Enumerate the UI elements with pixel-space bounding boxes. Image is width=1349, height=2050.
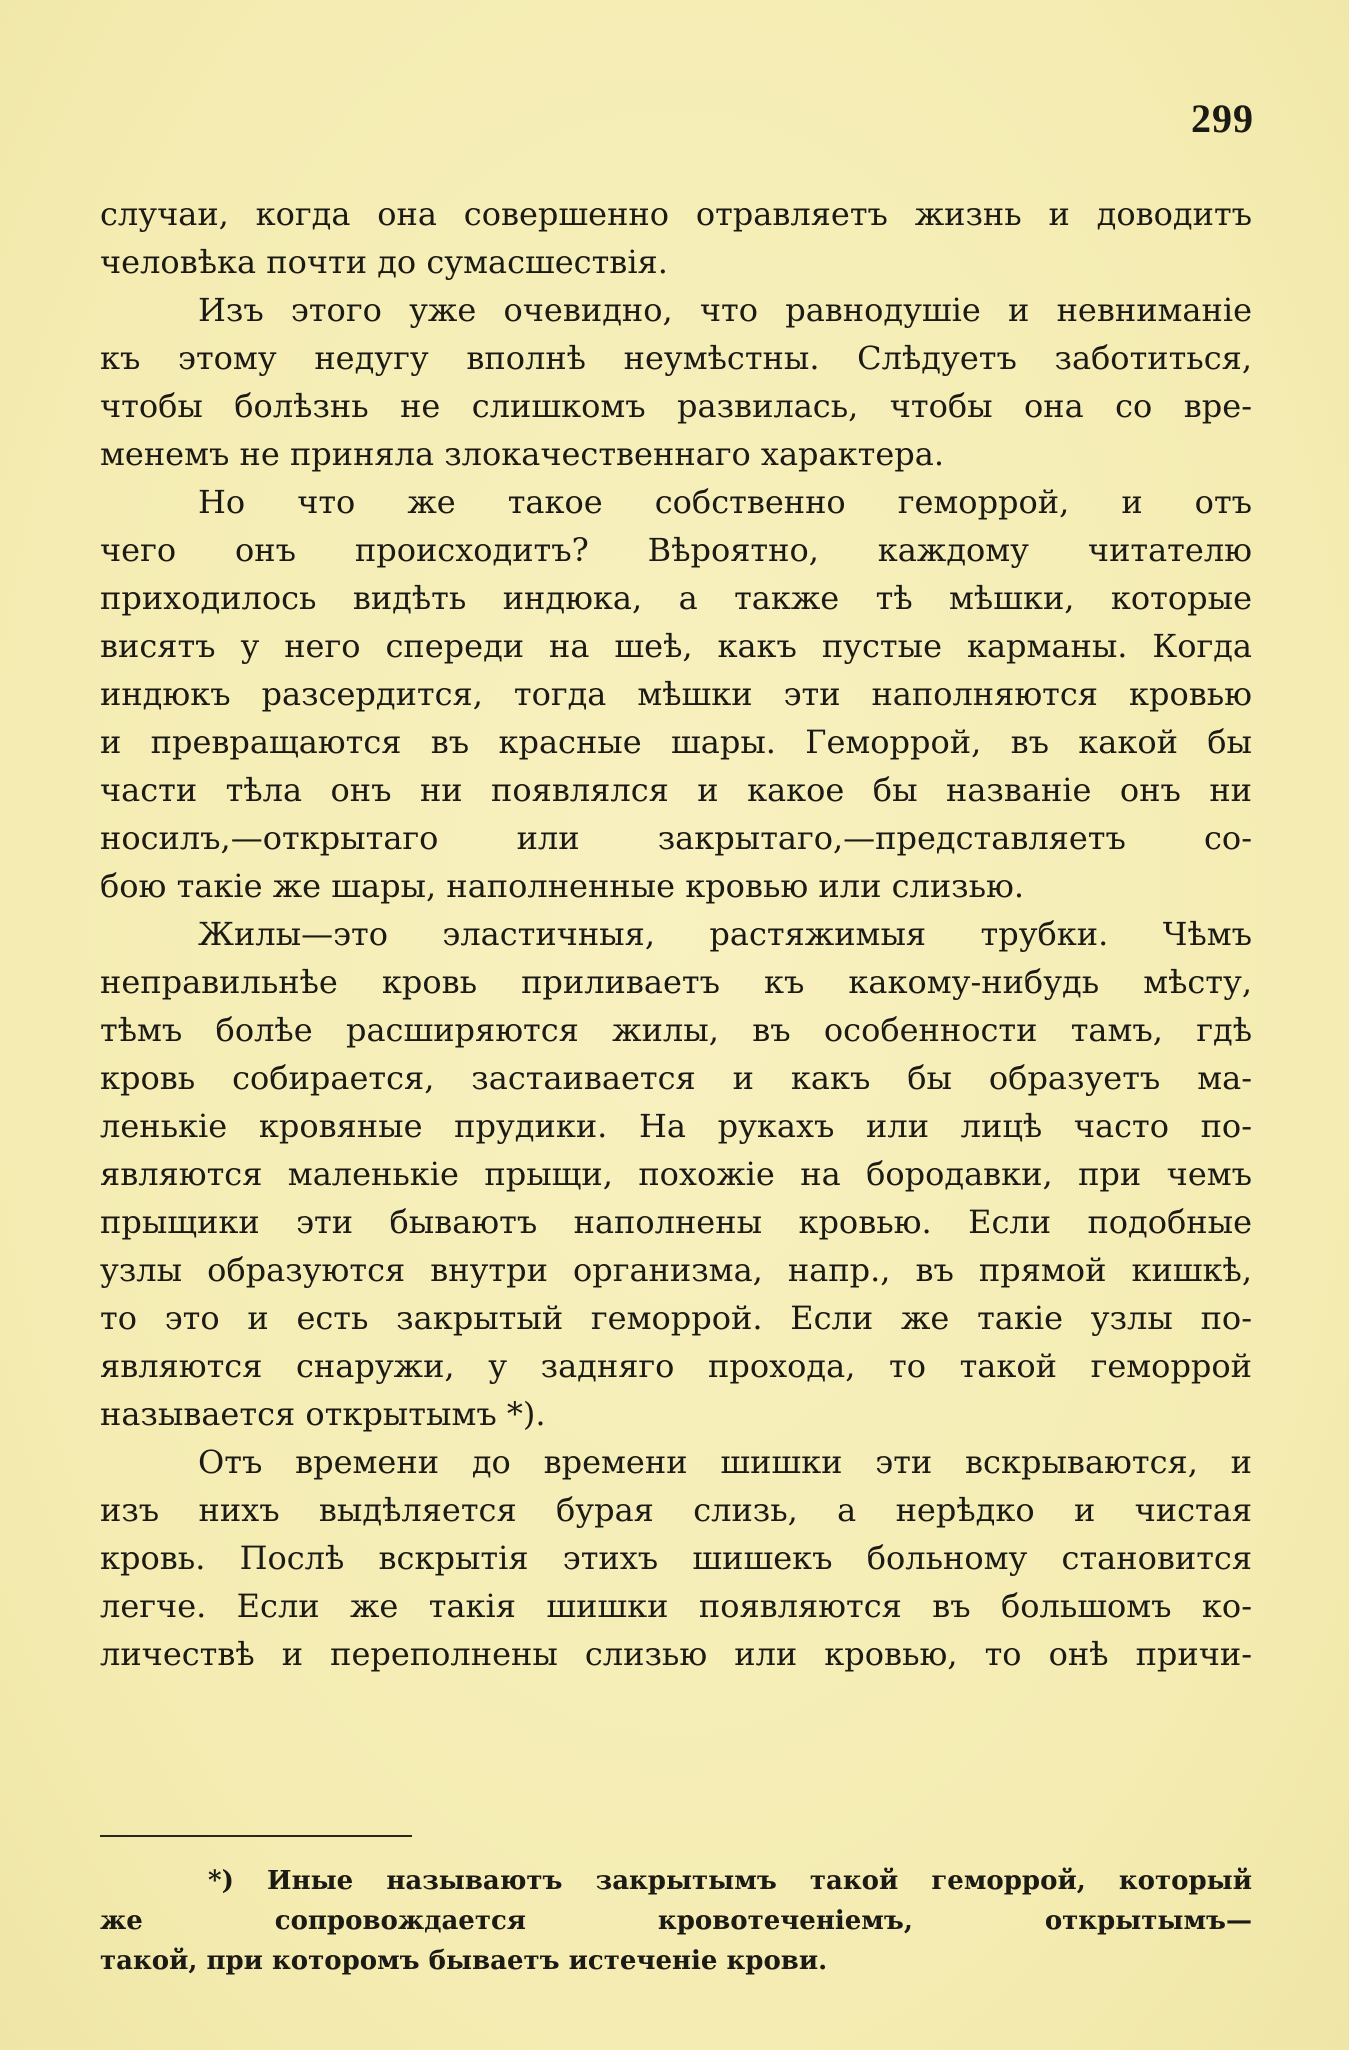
text-line: тѣмъ болѣе расширяются жилы, въ особенности тамъ, гдѣ: [100, 1011, 1252, 1049]
text-line: являются маленькіе прыщи, похожіе на бородавки, при чемъ: [100, 1155, 1252, 1193]
paragraph: [100, 910, 1252, 1438]
text-line: изъ нихъ выдѣляется бурая слизь, а нерѣдко и чистая: [100, 1491, 1252, 1529]
footnote: [100, 1861, 1252, 1981]
text-line: человѣка почти до сумасшествія.: [100, 243, 668, 281]
footnote-line: *) Иные называютъ закрытымъ такой геморрой, который: [208, 1866, 1252, 1896]
text-line: кровь собирается, застаивается и какъ бы образуетъ ма-: [100, 1059, 1252, 1097]
paragraph: [100, 478, 1252, 910]
text-line: чтобы болѣзнь не слишкомъ развилась, чтобы она со вре-: [100, 387, 1252, 425]
text-line: прыщики эти бываютъ наполнены кровью. Если подобные: [100, 1203, 1252, 1241]
text-line: ленькіе кровяные прудики. На рукахъ или лицѣ часто по-: [100, 1107, 1252, 1145]
text-line: случаи, когда она совершенно отравляетъ жизнь и доводитъ: [100, 195, 1252, 233]
footnote-divider: [100, 1835, 412, 1837]
body-text: [100, 190, 1252, 1678]
text-line: являются снаружи, у задняго прохода, то такой геморрой: [100, 1347, 1252, 1385]
footnote-line: такой, при которомъ бываетъ истеченіе крови.: [100, 1946, 828, 1976]
text-line: кровь. Послѣ вскрытія этихъ шишекъ больному становится: [100, 1539, 1252, 1577]
text-line: чего онъ происходитъ? Вѣроятно, каждому читателю: [100, 531, 1252, 569]
text-line: личествѣ и переполнены слизью или кровью, то онѣ причи-: [100, 1635, 1252, 1673]
text-line: приходилось видѣть индюка, а также тѣ мѣшки, которые: [100, 579, 1252, 617]
text-line: неправильнѣе кровь приливаетъ къ какому-нибудь мѣсту,: [100, 963, 1252, 1001]
text-line: менемъ не приняла злокачественнаго характера.: [100, 435, 944, 473]
text-line: къ этому недугу вполнѣ неумѣстны. Слѣдуетъ заботиться,: [100, 339, 1252, 377]
paragraph: [100, 286, 1252, 478]
text-line: называется открытымъ *).: [100, 1395, 546, 1433]
footnote-line: же сопровождается кровотеченіемъ, открытымъ—: [100, 1906, 1252, 1936]
paragraph: [100, 1438, 1252, 1678]
paragraph: [100, 190, 1252, 286]
text-line: Но что же такое собственно геморрой, и отъ: [198, 483, 1252, 521]
text-line: узлы образуются внутри организма, напр., въ прямой кишкѣ,: [100, 1251, 1252, 1289]
text-line: легче. Если же такія шишки появляются въ большомъ ко-: [100, 1587, 1252, 1625]
text-line: висятъ у него спереди на шеѣ, какъ пустые карманы. Когда: [100, 627, 1252, 665]
text-line: Отъ времени до времени шишки эти вскрываются, и: [198, 1443, 1252, 1481]
text-line: индюкъ разсердится, тогда мѣшки эти наполняются кровью: [100, 675, 1252, 713]
text-line: бою такіе же шары, наполненные кровью или слизью.: [100, 867, 1025, 905]
text-line: то это и есть закрытый геморрой. Если же такіе узлы по-: [100, 1299, 1252, 1337]
text-line: части тѣла онъ ни появлялся и какое бы названіе онъ ни: [100, 771, 1252, 809]
text-line: носилъ,—открытаго или закрытаго,—представляетъ со-: [100, 819, 1252, 857]
text-line: Изъ этого уже очевидно, что равнодушіе и невниманіе: [198, 291, 1252, 329]
page-number: 299: [1191, 96, 1254, 141]
text-line: Жилы—это эластичныя, растяжимыя трубки. Чѣмъ: [198, 915, 1252, 953]
text-line: и превращаются въ красные шары. Геморрой, въ какой бы: [100, 723, 1252, 761]
